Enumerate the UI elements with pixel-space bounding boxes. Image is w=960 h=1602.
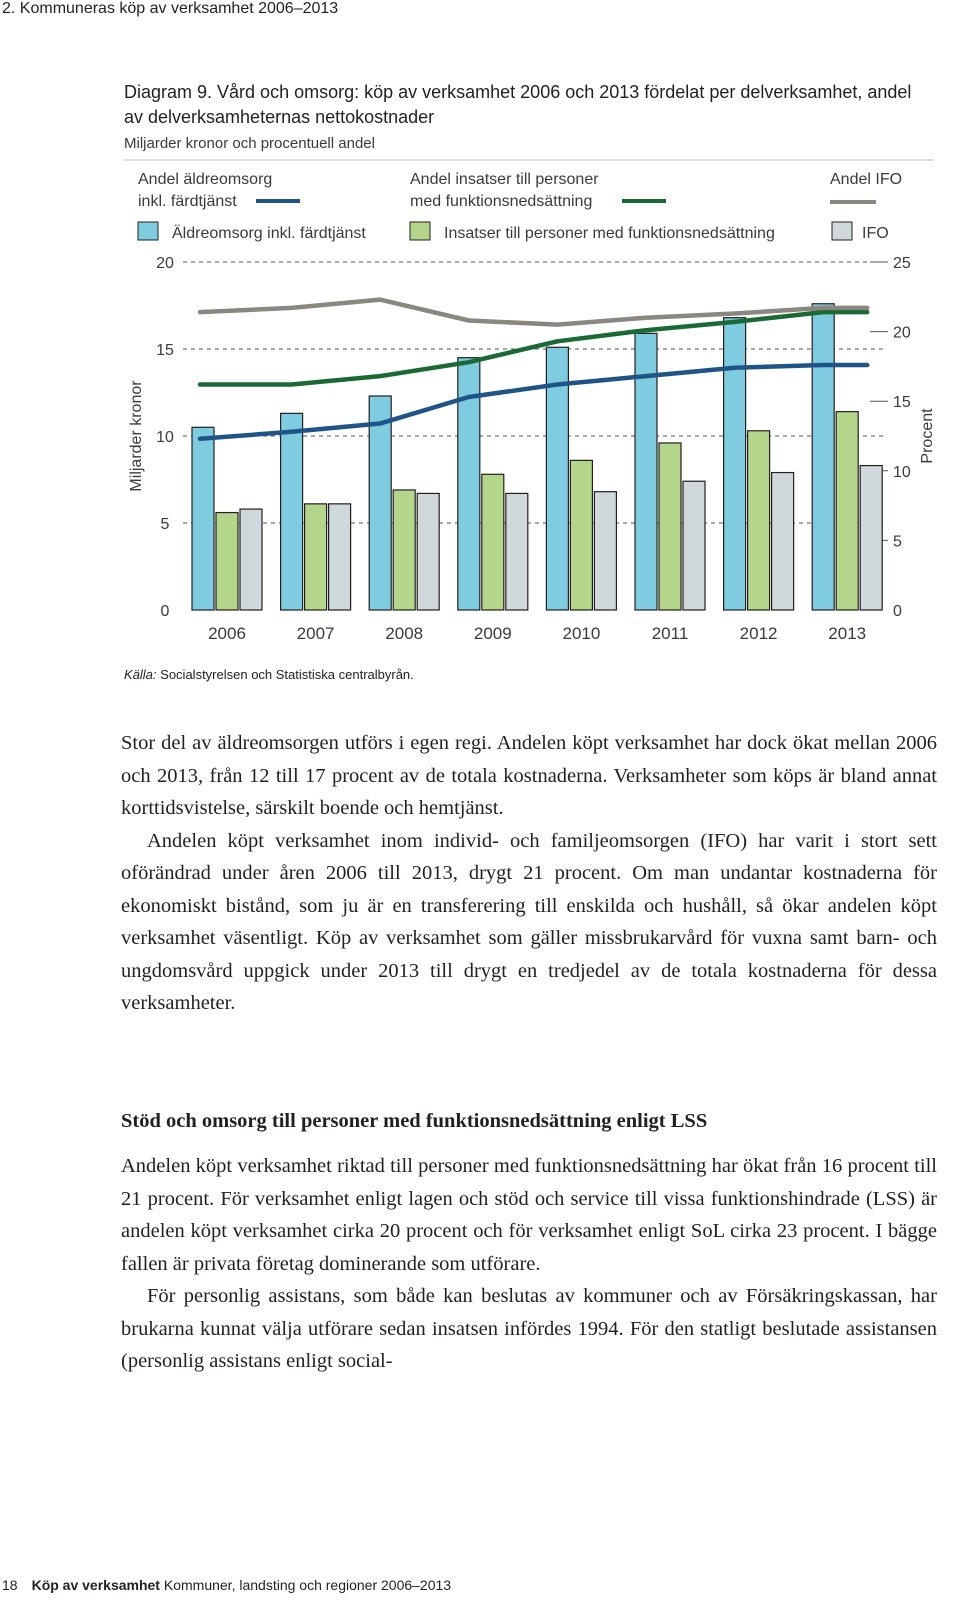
bar: [506, 493, 528, 610]
right-tick-label: 25: [893, 255, 911, 272]
diagram-subtitle: Miljarder kronor och procentuell andel: [124, 135, 375, 152]
x-tick-label: 2013: [828, 624, 867, 643]
legend-line-disability-label-1: Andel insatser till personer: [410, 171, 599, 188]
bar: [836, 412, 858, 610]
bar: [772, 473, 794, 610]
left-tick-label: 5: [160, 516, 170, 533]
x-tick-label: 2011: [651, 624, 689, 643]
legend-bar-elderly-swatch: [138, 222, 158, 240]
right-tick-label: 0: [893, 603, 902, 620]
left-tick-label: 0: [160, 603, 170, 620]
bar: [192, 427, 214, 610]
bar: [659, 443, 681, 610]
bar: [369, 396, 391, 610]
bar: [482, 474, 504, 610]
x-tick-label: 2009: [473, 624, 512, 643]
bars: [192, 304, 882, 610]
legend-line-elderly-label-2: inkl. färdtjänst: [138, 193, 237, 210]
bar: [812, 304, 834, 610]
body-text-block-2: [121, 1150, 937, 1378]
legend-bar-ifo-label: IFO: [862, 225, 889, 242]
bar: [393, 490, 415, 610]
left-tick-label: 15: [156, 342, 174, 359]
bar: [329, 504, 351, 610]
paragraph-1: Stor del av äldreomsorgen utförs i egen regi. Andelen köpt verksamhet har dock ökat mellan 2006 och 2013, från 12 till 17 procent av de totala kostnaderna. Verksamheter som köps är bland annat korttidsvistelse, särskilt boende och hemtjänst.: [121, 732, 937, 819]
legend-bar-ifo-swatch: [832, 222, 852, 240]
page-number: 18: [2, 1577, 18, 1593]
footer-title-bold: Köp av verksamhet: [31, 1577, 160, 1593]
body-text-block-1: [121, 727, 937, 1020]
right-axis-title: Procent: [919, 408, 936, 464]
paragraph-3: Andelen köpt verksamhet riktad till personer med funktionsnedsättning har ökat från 16 procent till 21 procent. För verksamhet enligt lagen och stöd och service till vissa funktionshindrade (LSS) är andelen köpt verksamhet cirka 20 procent och för verksamhet enligt SoL cirka 23 procent. I bägge fallen är privata företag dominerande som utförare.: [121, 1155, 937, 1275]
bar: [570, 460, 592, 610]
source-label: Källa:: [124, 667, 157, 682]
bar: [216, 513, 238, 610]
footer-title-rest: Kommuner, landsting och regioner 2006–2013: [163, 1577, 452, 1593]
legend-line-elderly-label-1: Andel äldreomsorg: [138, 171, 273, 188]
x-tick-label: 2006: [208, 624, 246, 643]
right-tick-label: 10: [893, 463, 911, 481]
bar: [594, 492, 616, 610]
paragraph-4: För personlig assistans, som både kan beslutas av kommuner och av Försäkringskassan, har brukarna kunnat välja utförare sedan insatsen infördes 1994. För den statligt beslutade assistansen (personlig assistans enligt social-: [121, 1285, 937, 1372]
x-tick-label: 2008: [385, 624, 424, 643]
legend-bar-elderly-label: Äldreomsorg inkl. färdtjänst: [172, 225, 366, 242]
right-tick-label: 20: [893, 324, 911, 342]
x-tick-label: 2012: [739, 624, 778, 643]
left-tick-label: 10: [156, 429, 174, 446]
bar: [281, 413, 303, 610]
left-axis-title: Miljarder kronor: [128, 380, 145, 492]
left-tick-label: 20: [156, 255, 174, 272]
bar: [724, 318, 746, 610]
series-line: [200, 300, 867, 325]
legend-bar-disability-label: Insatser till personer med funktionsnedsättning: [444, 225, 775, 242]
page-footer: [2, 1577, 451, 1593]
chart: [0, 0, 960, 700]
legend-line-ifo-label: Andel IFO: [830, 171, 903, 188]
right-tick-label: 15: [893, 394, 911, 412]
section-heading: Stöd och omsorg till personer med funktionsnedsättning enligt LSS: [121, 1110, 708, 1132]
bar: [240, 509, 262, 610]
bar: [305, 504, 327, 610]
bar: [683, 481, 705, 610]
right-tick-label: 5: [893, 533, 902, 551]
bar: [417, 493, 439, 610]
x-axis-labels: [208, 624, 866, 643]
legend-bar-disability-swatch: [410, 222, 430, 240]
bar: [860, 466, 882, 610]
legend-line-disability-label-2: med funktionsnedsättning: [410, 193, 593, 210]
x-tick-label: 2007: [296, 624, 335, 643]
x-tick-label: 2010: [562, 624, 601, 643]
paragraph-2: Andelen köpt verksamhet inom individ- och familjeomsorgen (IFO) har varit i stort sett oförändrad under åren 2006 till 2013, drygt 21 procent. Om man undantar kostnaderna för ekonomiskt bistånd, som ju är en transferering till enskilda och hushåll, så ökar andelen köpt verksamhet väsentligt. Köp av verksamhet som gäller missbrukarvård för vuxna samt barn- och ungdomsvård uppgick under 2013 till drygt en tredjedel av de totala kostnaderna för dessa verksamheter.: [121, 829, 937, 1014]
source-text: Socialstyrelsen och Statistiska centralbyrån.: [160, 667, 414, 682]
left-axis-ticks: [156, 255, 174, 620]
running-head: 2. Kommuneras köp av verksamhet 2006–2013: [2, 0, 339, 17]
diagram-title: Diagram 9. Vård och omsorg: köp av verksamhet 2006 och 2013 fördelat per delverksamhet, andel av delverksamheternas nettokostnader: [124, 82, 912, 127]
bar: [748, 431, 770, 610]
source-note: [124, 667, 414, 682]
